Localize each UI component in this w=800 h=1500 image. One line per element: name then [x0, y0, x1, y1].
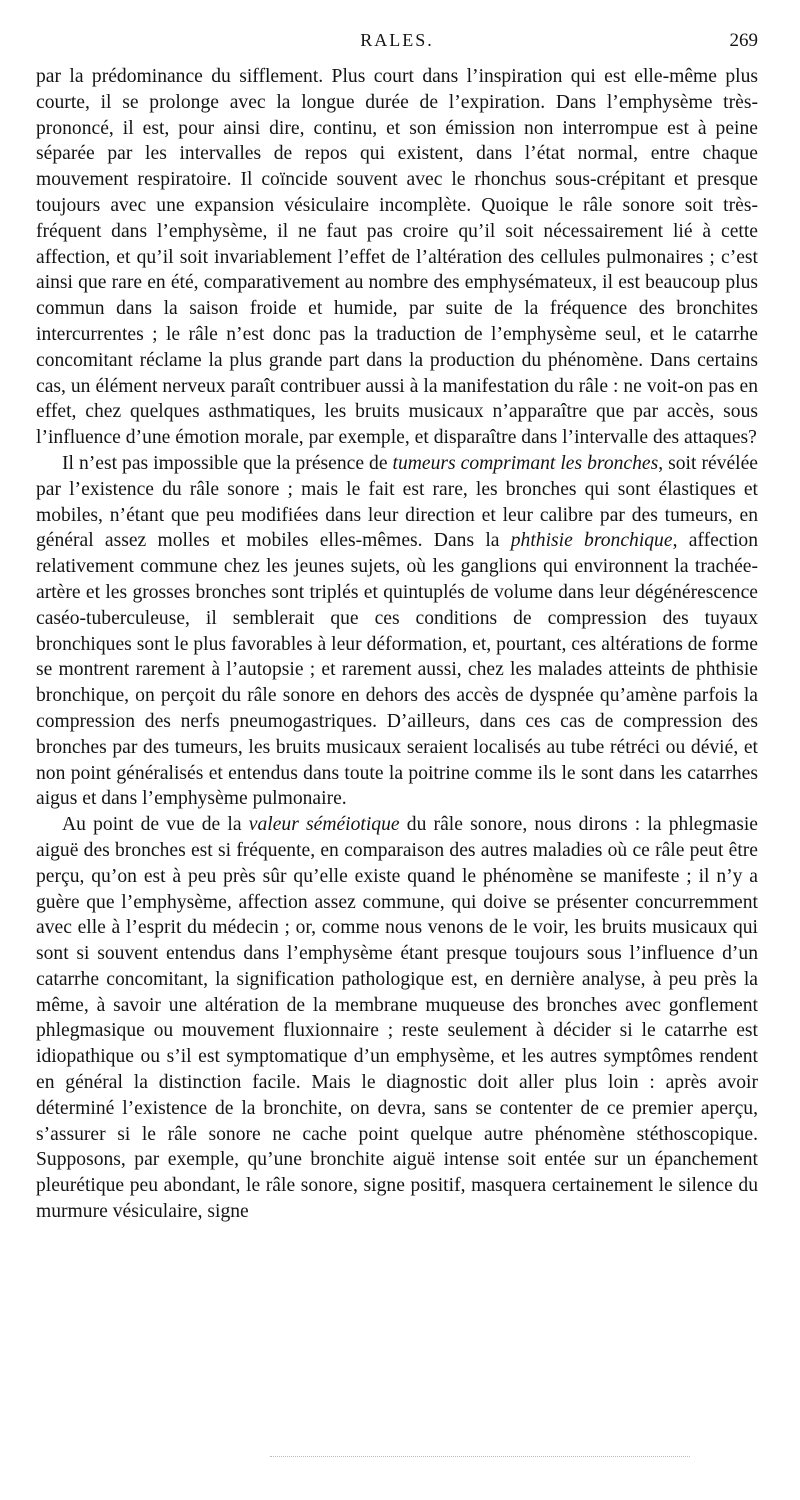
paragraph-continuation: [36, 64, 758, 451]
footer-print-marks: [270, 1456, 690, 1461]
paragraph-valeur: [36, 812, 758, 1225]
body-text: [36, 64, 758, 1225]
running-header: [36, 30, 758, 56]
text-segment: , affection relativement commune chez les jeunes sujets, où les ganglions qui environnent la trachée-artère et les grosses bronches sont triplés et quintuplés de volume dans leur dégénérescence caséo-tuberculeuse, il semblerait que ces conditions de compression des tuyaux bronchiques sont le plus favorables à leur déformation, et, pourtant, ces altérations de forme se montrent rarement à l’autopsie ; et rarement aussi, chez les malades atteints de phthisie bronchique, on perçoit du râle sonore en dehors des accès de dyspnée qu’amène parfois la compression des nerfs pneumogastriques. D’ailleurs, dans ces cas de compression des bronches par des tumeurs, les bruits musicaux seraient localisés au tube rétréci ou dévié, et non point généralisés et entendus dans toute la poitrine comme ils le sont dans les catarrhes aigus et dans l’emphysème pulmonaire.: [36, 530, 758, 810]
italic-term-valeur: valeur séméiotique: [248, 814, 400, 836]
text-segment: Au point de vue de la: [62, 814, 249, 836]
text-segment: du râle sonore, nous dirons : la phlegmasie aiguë des bronches est si fréquente, en comparaison des autres maladies où ce râle peut être perçu, qu’on est à peu près sûr qu’elle existe quand le phénomène se manifeste ; il n’y a guère que l’emphysème, affection assez commune, qui doive se présenter concurremment avec elle à l’esprit du médecin ; or, comme nous venons de le voir, les bruits musicaux qui sont si souvent entendus dans l’emphysème étant presque toujours sous l’influence d’un catarrhe concomitant, la signification pathologique est, en dernière analyse, à peu près la même, à savoir une altération de la membrane muqueuse des bronches avec gonflement phlegmasique ou mouvement fluxionnaire ; reste seulement à décider si le catarrhe est idiopathique ou s’il est symptomatique d’un emphysème, et les autres symptômes rendent en général la distinction facile. Mais le diagnostic doit aller plus loin : après avoir déterminé l’existence de la bronchite, on devra, sans se contenter de ce premier aperçu, s’assurer si le râle sonore ne cache point quelque autre phénomène stéthoscopique. Supposons, par exemple, qu’une bronchite aiguë intense soit entée sur un épanchement pleurétique peu abondant, le râle sonore, signe positif, masquera certainement le silence du murmure vésiculaire, signe: [36, 814, 758, 1223]
paragraph-tumeurs: [36, 451, 758, 812]
text-segment: par la prédominance du sifflement. Plus court dans l’inspiration qui est elle-même plus courte, il se prolonge avec la longue durée de l’expiration. Dans l’emphysème très-prononcé, il est, pour ainsi dire, continu, et son émission non interrompue est à peine séparée par les intervalles de repos qui existent, dans l’état normal, entre chaque mouvement respiratoire. Il coïncide souvent avec le rhonchus sous-crépitant et presque toujours avec une expansion vésiculaire incomplète. Quoique le râle sonore soit très-fréquent dans l’emphysème, il ne faut pas croire qu’il soit nécessairement lié à cette affection, et qu’il soit invariablement l’effet de l’altération des cellules pulmonaires ; c’est ainsi que rare en été, comparativement au nombre des emphysémateux, il est beaucoup plus commun dans la saison froide et humide, par suite de la fréquence des bronchites intercurrentes ; le râle n’est donc pas la traduction de l’emphysème seul, et le catarrhe concomitant réclame la plus grande part dans la production du phénomène. Dans certains cas, un élément nerveux paraît contribuer aussi à la manifestation du râle : ne voit-on pas en effet, chez quelques asthmatiques, les bruits musicaux n’apparaître que par accès, sous l’influence d’une émotion morale, par exemple, et disparaître dans l’intervalle des attaques?: [36, 66, 758, 449]
text-segment: , soit révélée par l’existence du râle sonore ; mais le fait est rare, les bronches qui sont élastiques et mobiles, n’étant que peu modifiées dans leur direction et leur calibre par des tumeurs, en général assez molles et mobiles elles-mêmes. Dans la: [36, 452, 758, 552]
page-number: 269: [729, 30, 758, 51]
text-segment: Il n’est pas impossible que la présence de: [62, 452, 393, 474]
italic-term-phthisie: phthisie bronchique: [510, 530, 673, 552]
running-title: RALES.: [360, 30, 434, 50]
italic-term-tumeurs: tumeurs comprimant les bronches: [392, 452, 659, 474]
